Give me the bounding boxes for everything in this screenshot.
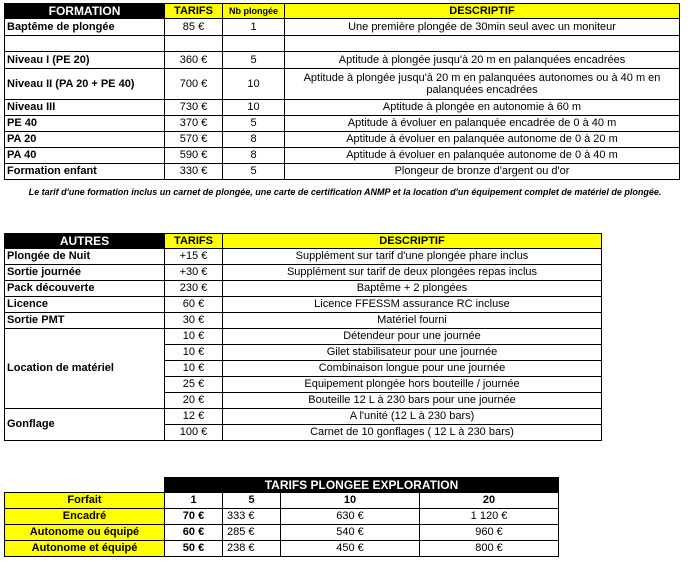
location-price: 10 € (165, 345, 223, 361)
blank-row (5, 36, 680, 52)
autres-tarifs-header: TARIFS (165, 234, 223, 249)
autres-desc: Baptême + 2 plongées (223, 281, 602, 297)
table-row (5, 69, 680, 100)
formation-note: Le tarif d'une formation inclus un carnet de plongée, une carte de certification ANMP et la location d'un équipement complet de matériel de plongée. (28, 187, 662, 197)
table-row (5, 100, 680, 116)
exploration-value: 333 € (223, 509, 281, 525)
gonflage-name: Gonflage (5, 409, 165, 441)
autres-table (4, 233, 602, 441)
table-row (5, 164, 680, 180)
formation-desc: Plongeur de bronze d'argent ou d'or (285, 164, 680, 180)
exploration-value: 60 € (165, 525, 223, 541)
formation-desc: Aptitude à plongée jusqu'à 20 m en palanquées autonomes ou à 40 m en palanquées encadrées (285, 69, 680, 100)
exploration-table (4, 477, 559, 557)
location-desc: Bouteille 12 L à 230 bars pour une journée (223, 393, 602, 409)
autres-desc: Supplément sur tarif d'une plongée phare inclus (223, 249, 602, 265)
table-row (5, 265, 602, 281)
autres-desc: Supplément sur tarif de deux plongées repas inclus (223, 265, 602, 281)
formation-nb: 10 (223, 100, 285, 116)
formation-name: Niveau III (5, 100, 165, 116)
formation-nb: 10 (223, 69, 285, 100)
autres-desc: Matériel fourni (223, 313, 602, 329)
exploration-row-name: Encadré (5, 509, 165, 525)
table-row (5, 52, 680, 69)
formation-nb-header: Nb plongée (223, 4, 285, 19)
gonflage-desc: A l'unité (12 L à 230 bars) (223, 409, 602, 425)
formation-desc: Aptitude à évoluer en palanquée autonome de 0 à 40 m (285, 148, 680, 164)
location-price: 10 € (165, 361, 223, 377)
formation-name: Niveau II (PA 20 + PE 40) (5, 69, 165, 100)
autres-price: 30 € (165, 313, 223, 329)
table-row (5, 249, 602, 265)
exploration-row-name: Autonome et équipé (5, 541, 165, 557)
formation-nb: 8 (223, 148, 285, 164)
table-row (5, 148, 680, 164)
location-price: 10 € (165, 329, 223, 345)
formation-nb: 1 (223, 19, 285, 36)
formation-price: 330 € (165, 164, 223, 180)
formation-desc: Aptitude à évoluer en palanquée encadrée de 0 à 40 m (285, 116, 680, 132)
exploration-value: 540 € (281, 525, 420, 541)
forfait-col: 1 (165, 493, 223, 509)
autres-name: Sortie journée (5, 265, 165, 281)
table-row (5, 19, 680, 36)
gonflage-price: 12 € (165, 409, 223, 425)
table-row (5, 297, 602, 313)
formation-price: 590 € (165, 148, 223, 164)
location-price: 20 € (165, 393, 223, 409)
formation-price: 730 € (165, 100, 223, 116)
table-row (5, 409, 602, 425)
formation-nb: 5 (223, 116, 285, 132)
formation-name: PA 40 (5, 148, 165, 164)
gonflage-desc: Carnet de 10 gonflages ( 12 L à 230 bars) (223, 425, 602, 441)
table-row (5, 493, 559, 509)
table-row (5, 313, 602, 329)
formation-price: 370 € (165, 116, 223, 132)
exploration-value: 1 120 € (420, 509, 559, 525)
autres-name: Pack découverte (5, 281, 165, 297)
autres-price: +30 € (165, 265, 223, 281)
autres-price: 60 € (165, 297, 223, 313)
location-desc: Gilet stabilisateur pour une journée (223, 345, 602, 361)
formation-table (4, 3, 680, 180)
formation-desc: Une première plongée de 30min seul avec un moniteur (285, 19, 680, 36)
autres-price: 230 € (165, 281, 223, 297)
table-row (5, 329, 602, 345)
formation-nb: 5 (223, 52, 285, 69)
forfait-label: Forfait (5, 493, 165, 509)
formation-desc: Aptitude à plongée jusqu'à 20 m en palanquées encadrées (285, 52, 680, 69)
autres-desc-header: DESCRIPTIF (223, 234, 602, 249)
exploration-value: 800 € (420, 541, 559, 557)
formation-price: 360 € (165, 52, 223, 69)
formation-name: Baptême de plongée (5, 19, 165, 36)
exploration-title: TARIFS PLONGEE EXPLORATION (165, 478, 559, 493)
exploration-value: 630 € (281, 509, 420, 525)
table-row (5, 541, 559, 557)
exploration-value: 285 € (223, 525, 281, 541)
formation-price: 700 € (165, 69, 223, 100)
formation-name: PE 40 (5, 116, 165, 132)
formation-desc: Aptitude à évoluer en palanquée autonome de 0 à 20 m (285, 132, 680, 148)
formation-desc: Aptitude à plongée en autonomie à 60 m (285, 100, 680, 116)
location-desc: Equipement plongée hors bouteille / journée (223, 377, 602, 393)
location-desc: Combinaison longue pour une journée (223, 361, 602, 377)
formation-desc-header: DESCRIPTIF (285, 4, 680, 19)
autres-price: +15 € (165, 249, 223, 265)
table-row (5, 116, 680, 132)
autres-header: AUTRES (5, 234, 165, 249)
table-row (5, 525, 559, 541)
location-price: 25 € (165, 377, 223, 393)
autres-name: Plongée de Nuit (5, 249, 165, 265)
location-desc: Détendeur pour une journée (223, 329, 602, 345)
exploration-value: 960 € (420, 525, 559, 541)
exploration-value: 238 € (223, 541, 281, 557)
forfait-col: 20 (420, 493, 559, 509)
formation-name: Formation enfant (5, 164, 165, 180)
exploration-value: 50 € (165, 541, 223, 557)
formation-price: 570 € (165, 132, 223, 148)
formation-header: FORMATION (5, 4, 165, 19)
exploration-row-name: Autonome ou équipé (5, 525, 165, 541)
forfait-col: 5 (223, 493, 281, 509)
formation-nb: 8 (223, 132, 285, 148)
location-name: Location de matériel (5, 329, 165, 409)
gonflage-price: 100 € (165, 425, 223, 441)
autres-name: Sortie PMT (5, 313, 165, 329)
table-row (5, 509, 559, 525)
formation-price: 85 € (165, 19, 223, 36)
formation-name: Niveau I (PE 20) (5, 52, 165, 69)
table-row (5, 281, 602, 297)
formation-tarifs-header: TARIFS (165, 4, 223, 19)
formation-nb: 5 (223, 164, 285, 180)
forfait-col: 10 (281, 493, 420, 509)
table-row (5, 132, 680, 148)
exploration-value: 70 € (165, 509, 223, 525)
exploration-value: 450 € (281, 541, 420, 557)
autres-name: Licence (5, 297, 165, 313)
formation-name: PA 20 (5, 132, 165, 148)
autres-desc: Licence FFESSM assurance RC incluse (223, 297, 602, 313)
